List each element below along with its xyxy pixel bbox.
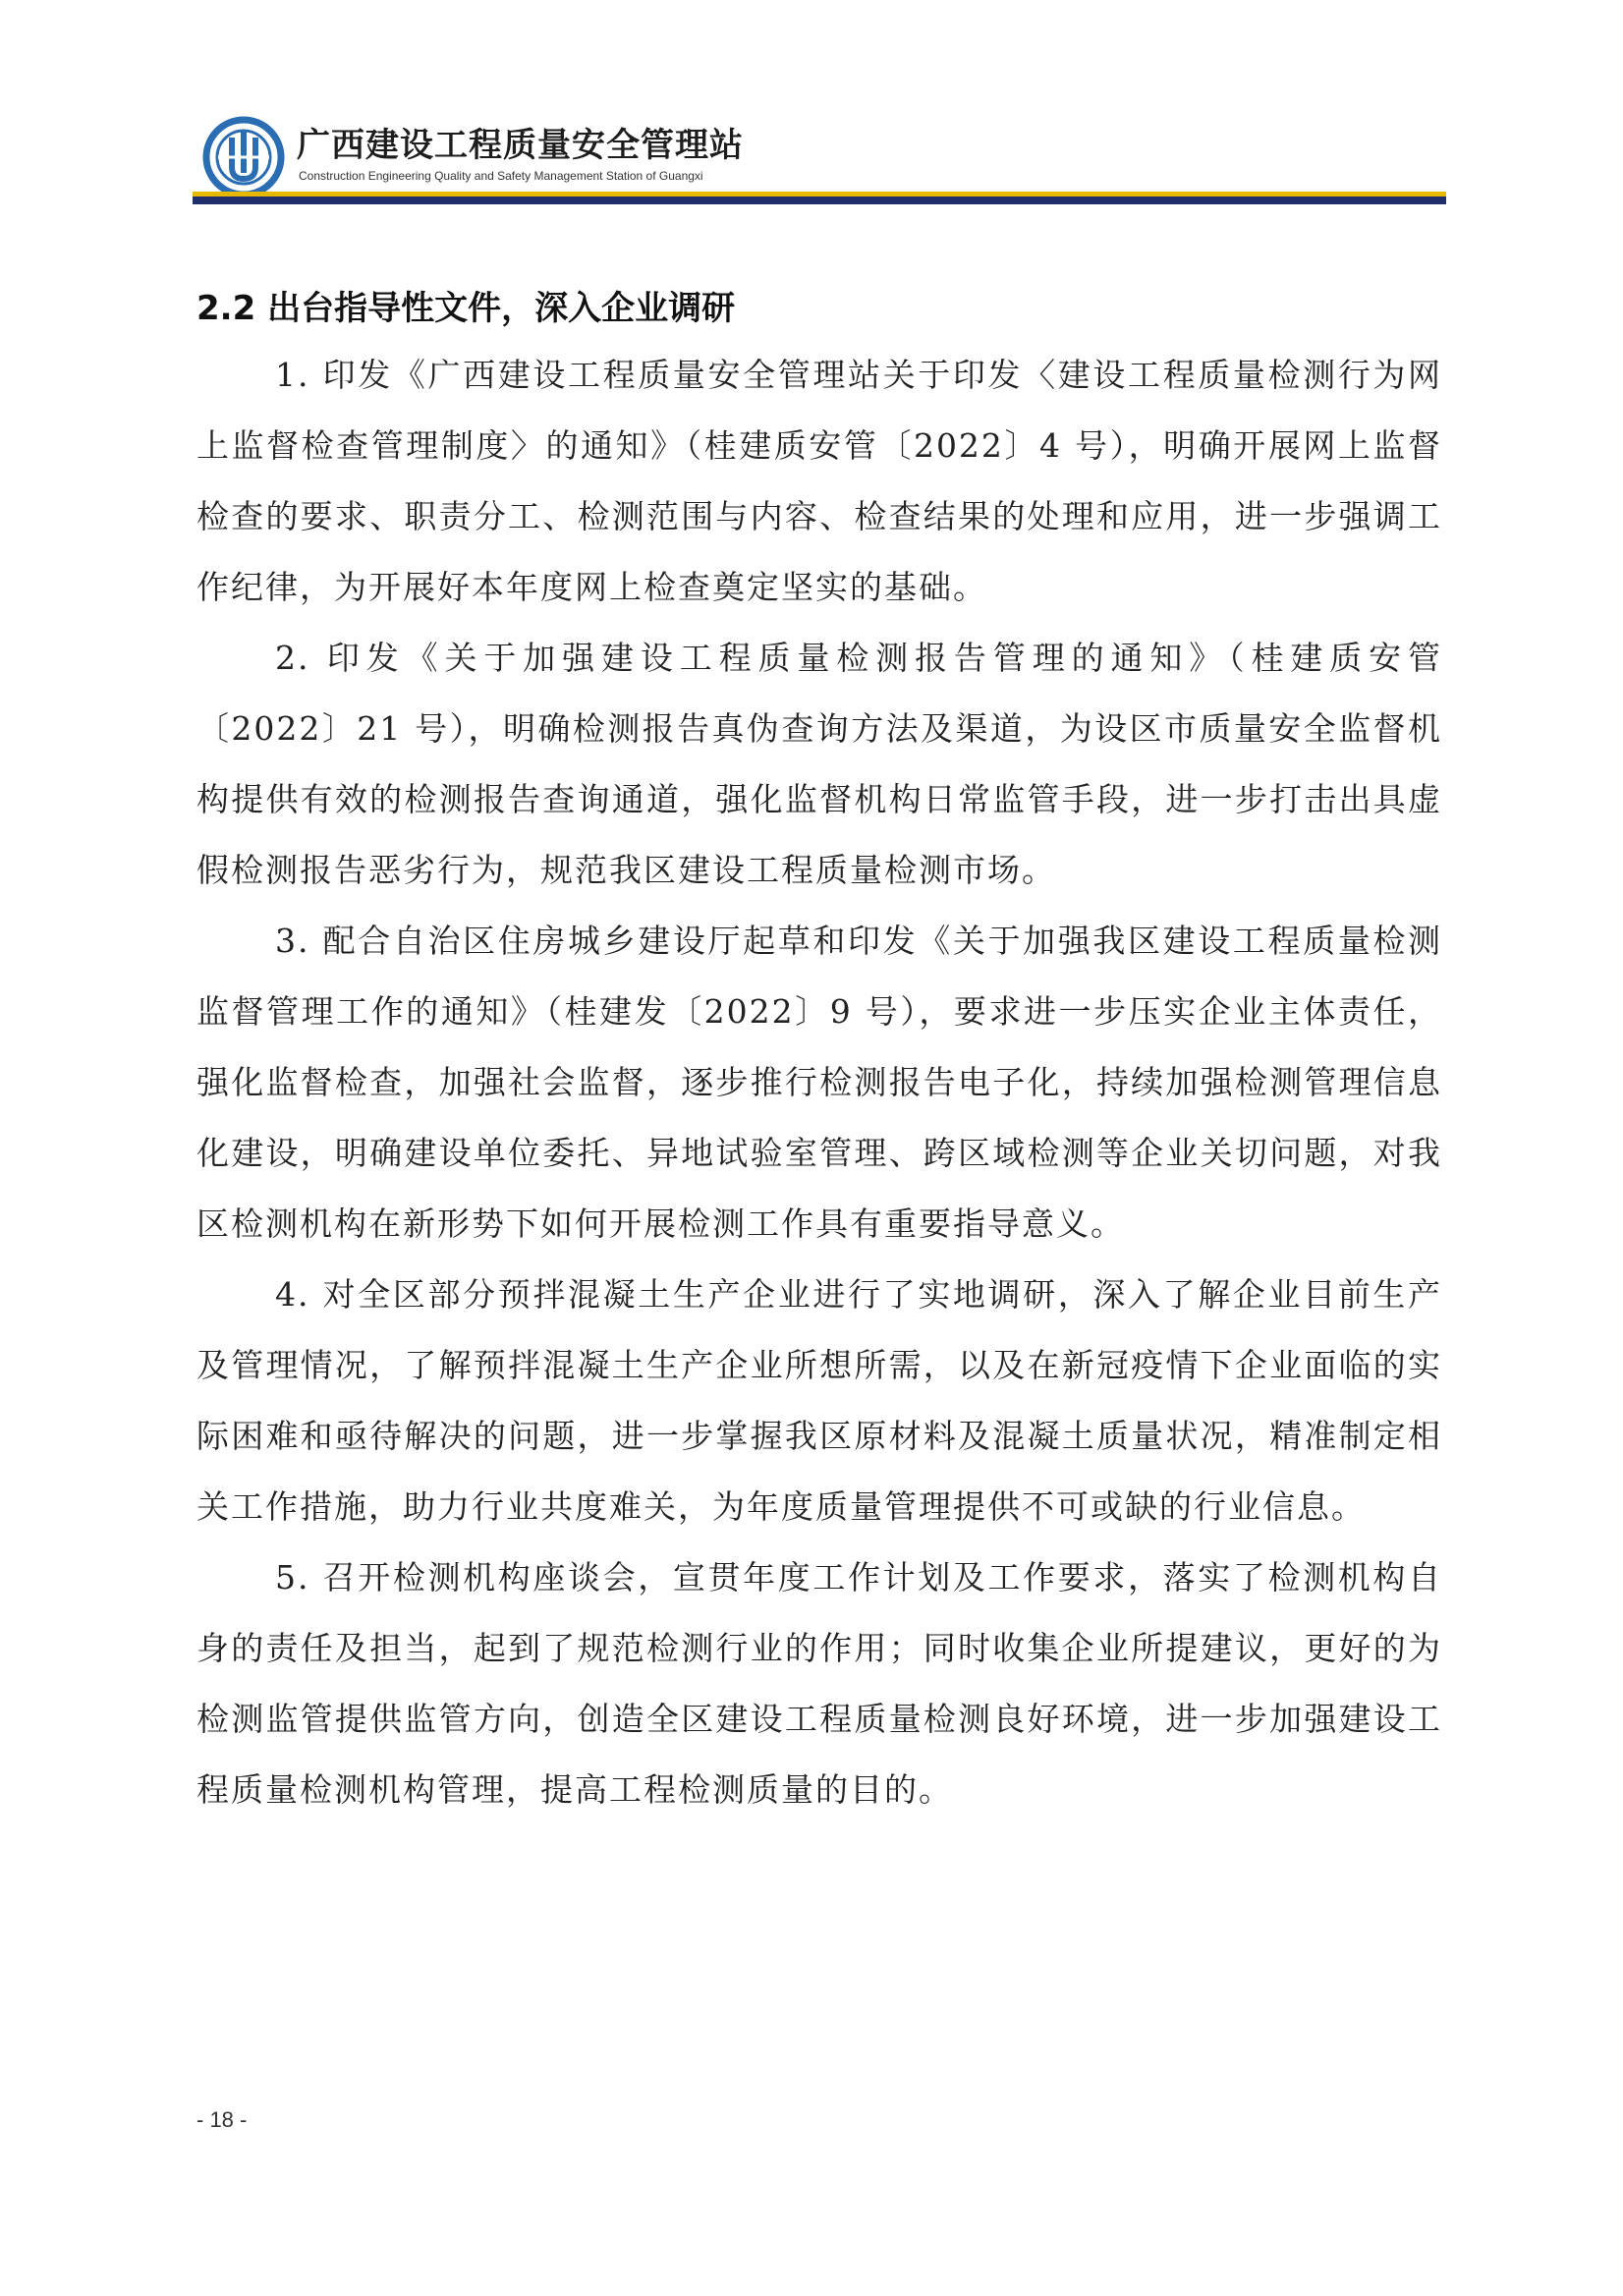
- paragraph-1: 1. 印发《广西建设工程质量安全管理站关于印发〈建设工程质量检测行为网上监督检查管理制度〉的通知》（桂建质安管〔2022〕4 号），明确开展网上监督检查的要求、职责分工、检测范围与内容、检查结果的处理和应用，进一步强调工作纪律，为开展好本年度网上检查奠定坚实的基础。: [196, 356, 1442, 606]
- paragraph-2: 2. 印发《关于加强建设工程质量检测报告管理的通知》（桂建质安管〔2022〕21 号），明确检测报告真伪查询方法及渠道，为设区市质量安全监督机构提供有效的检测报告查询通道，强化监督机构日常监管手段，进一步打击出具虚假检测报告恶劣行为，规范我区建设工程质量检测市场。: [196, 639, 1442, 889]
- section-heading: 2.2 出台指导性文件，深入企业调研: [196, 289, 736, 328]
- header-divider-navy: [193, 196, 1446, 204]
- paragraph-3: 3. 配合自治区住房城乡建设厅起草和印发《关于加强我区建设工程质量检测监督管理工作的通知》（桂建发〔2022〕9 号），要求进一步压实企业主体责任，强化监督检查，加强社会监督，逐步推行检测报告电子化，持续加强检测管理信息化建设，明确建设单位委托、异地试验室管理、跨区域检测等企业关切问题，对我区检测机构在新形势下如何开展检测工作具有重要指导意义。: [196, 922, 1442, 1243]
- main-content: [196, 283, 1442, 1825]
- header-subtitle: Construction Engineering Quality and Safety Management Station of Guangxi: [299, 169, 703, 183]
- paragraph-5: 5. 召开检测机构座谈会，宣贯年度工作计划及工作要求，落实了检测机构自身的责任及担当，起到了规范检测行业的作用；同时收集企业所提建议，更好的为检测监管提供监管方向，创造全区建设工程质量检测良好环境，进一步加强建设工程质量检测机构管理，提高工程检测质量的目的。: [196, 1558, 1442, 1809]
- page-header: [193, 106, 1446, 200]
- paragraph-4: 4. 对全区部分预拌混凝土生产企业进行了实地调研，深入了解企业目前生产及管理情况，了解预拌混凝土生产企业所想所需，以及在新冠疫情下企业面临的实际困难和亟待解决的问题，进一步掌握我区原材料及混凝土质量状况，精准制定相关工作措施，助力行业共度难关，为年度质量管理提供不可或缺的行业信息。: [196, 1275, 1442, 1526]
- station-emblem-icon: [202, 116, 285, 198]
- header-title: 广西建设工程质量安全管理站: [297, 126, 744, 165]
- page-number: - 18 -: [196, 2107, 248, 2132]
